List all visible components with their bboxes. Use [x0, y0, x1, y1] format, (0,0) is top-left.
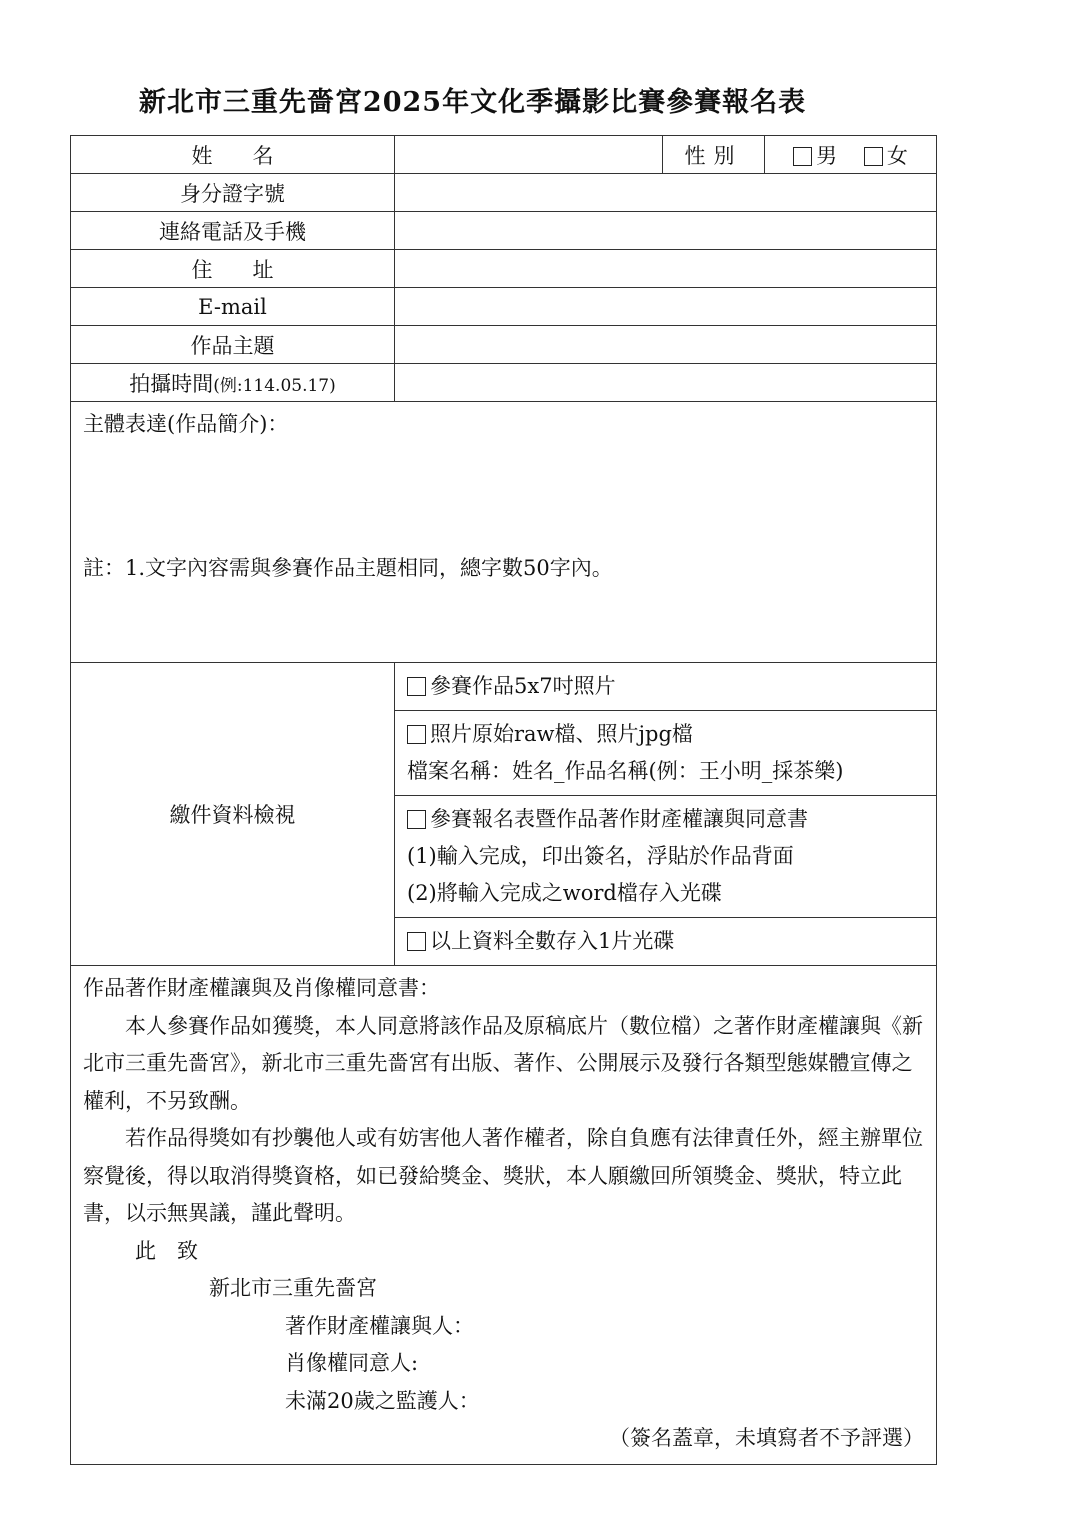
- checklist-checkbox[interactable]: [407, 677, 426, 696]
- rights-paragraph-1: 本人參賽作品如獲獎，本人同意將該作品及原稿底片（數位檔）之著作財產權讓與《新北市三重先嗇宮》，新北市三重先嗇宮有出版、著作、公開展示及發行各類型態媒體宣傳之權利，不另致酬。: [83, 1013, 923, 1113]
- row-checklist-1: [71, 663, 937, 711]
- row-phone: [71, 212, 937, 250]
- row-email: [71, 288, 937, 326]
- checklist-text: 參賽報名表暨作品著作財產權讓與同意書: [430, 807, 808, 831]
- checklist-text: 照片原始raw檔、照片jpg檔: [430, 722, 693, 746]
- rights-statement: [71, 966, 937, 1465]
- id-label: 身分證字號: [71, 174, 395, 212]
- row-address: [71, 250, 937, 288]
- name-label: 姓名: [71, 136, 395, 174]
- checklist-checkbox[interactable]: [407, 725, 426, 744]
- gender-label: 性別: [663, 136, 765, 174]
- gender-male-label: 男: [816, 143, 838, 168]
- summary-field[interactable]: [71, 402, 937, 663]
- rights-heading: 作品著作財產權讓與及肖像權同意書：: [83, 976, 440, 1000]
- shoot-time-label: 拍攝時間: [129, 371, 214, 396]
- shoot-time-field[interactable]: [395, 364, 937, 402]
- recipient: 新北市三重先嗇宮: [209, 1276, 377, 1300]
- form-title: 新北市三重先嗇宮2025年文化季攝影比賽參賽報名表: [138, 87, 807, 118]
- theme-label: 作品主題: [71, 326, 395, 364]
- address-label: 住址: [71, 250, 395, 288]
- checklist-checkbox[interactable]: [407, 810, 426, 829]
- gender-female-label: 女: [886, 143, 908, 168]
- registration-form: [70, 135, 937, 1465]
- gender-options: [765, 136, 937, 174]
- salutation: 此 致: [135, 1238, 198, 1263]
- rights-paragraph-2: 若作品得獎如有抄襲他人或有妨害他人著作權者，除自負應有法律責任外，經主辦單位察覺後，得以取消得獎資格，如已發給獎金、獎狀，本人願繳回所領獎金、獎狀，特立此書，以示無異議，謹此聲明。: [83, 1126, 923, 1225]
- theme-field[interactable]: [395, 326, 937, 364]
- row-theme: [71, 326, 937, 364]
- gender-male-checkbox[interactable]: [793, 147, 812, 166]
- checklist-item: [395, 663, 937, 711]
- email-field[interactable]: [395, 288, 937, 326]
- id-field[interactable]: [395, 174, 937, 212]
- checklist-text: (2)將輸入完成之word檔存入光碟: [407, 881, 722, 905]
- checklist-text: 以上資料全數存入1片光碟: [430, 929, 675, 953]
- checklist-text: 檔案名稱：姓名_作品名稱(例：王小明_採茶樂): [407, 759, 844, 783]
- email-label: E-mail: [71, 288, 395, 326]
- row-name: [71, 136, 937, 174]
- checklist-item: [395, 918, 937, 966]
- checklist-item: [395, 796, 937, 918]
- checklist-text: (1)輸入完成，印出簽名，浮貼於作品背面: [407, 844, 794, 868]
- checklist-label: 繳件資料檢視: [71, 663, 395, 966]
- checklist-text: 參賽作品5x7吋照片: [430, 674, 616, 698]
- phone-field[interactable]: [395, 212, 937, 250]
- summary-heading: 主體表達(作品簡介)：: [83, 412, 289, 436]
- signature-note: （簽名蓋章，未填寫者不予評選）: [609, 1426, 924, 1450]
- summary-note: 註：1.文字內容需與參賽作品主題相同，總字數50字內。: [83, 556, 613, 580]
- portrait-consent-signature-line: 肖像權同意人:: [285, 1351, 419, 1375]
- address-field[interactable]: [395, 250, 937, 288]
- row-shoot-time: [71, 364, 937, 402]
- gender-female-checkbox[interactable]: [864, 147, 883, 166]
- name-field[interactable]: [395, 136, 663, 174]
- guardian-signature-line: 未滿20歲之監護人：: [285, 1388, 480, 1413]
- row-summary: [71, 402, 937, 663]
- row-id: [71, 174, 937, 212]
- checklist-item: [395, 711, 937, 796]
- checklist-checkbox[interactable]: [407, 932, 426, 951]
- assignor-signature-line: 著作財產權讓與人：: [285, 1313, 474, 1338]
- shoot-time-example: (例:114.05.17): [213, 375, 336, 396]
- phone-label: 連絡電話及手機: [71, 212, 395, 250]
- shoot-time-label-cell: [71, 364, 395, 402]
- row-rights: [71, 966, 937, 1465]
